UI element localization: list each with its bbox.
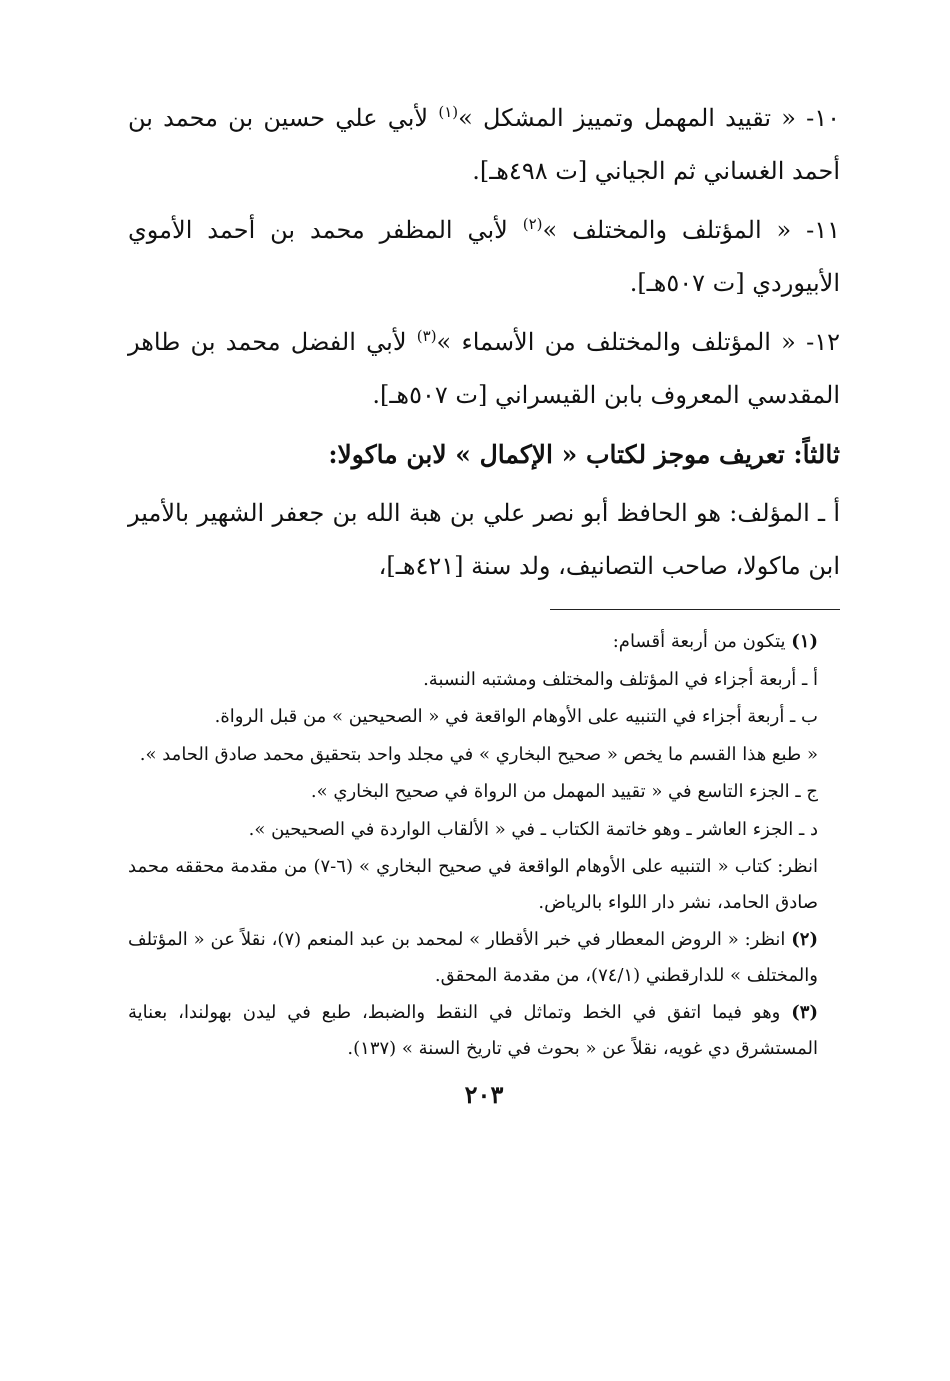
item-12-title: ١٢- « المؤتلف والمختلف من الأسماء »: [436, 328, 840, 356]
footnote-3: [128, 995, 840, 1066]
item-11-text: لأبي المظفر محمد بن أحمد الأموي الأبيوردي [ت ٥٠٧هـ].: [128, 216, 840, 297]
footnote-2-text: انظر: « الروض المعطار في خبر الأقطار » لمحمد بن عبد المنعم (٧)، نقلاً عن « المؤتلف والمختلف » للدارقطني (٧٤/١)، من مقدمة المحقق.: [128, 929, 818, 986]
page-number: ٢٠٣: [464, 1080, 504, 1109]
section-heading: ثالثاً: تعريف موجز لكتاب « الإكمال » لابن ماكولا:: [328, 440, 840, 469]
item-10-text: لأبي علي حسين بن محمد بن أحمد الغساني ثم الجياني [ت ٤٩٨هـ].: [128, 104, 840, 185]
list-item-11: [128, 204, 840, 310]
footnote-1-reference: انظر: كتاب « التنبيه على الأوهام الواقعة في صحيح البخاري » (٦-٧) من مقدمة محققه محمد صادق الحامد، نشر دار اللواء بالرياض.: [128, 856, 819, 913]
footnote-1-text: يتكون من أربعة أقسام:: [612, 631, 792, 652]
item-12-text: لأبي الفضل محمد بن طاهر المقدسي المعروف بابن القيسراني [ت ٥٠٧هـ].: [128, 328, 840, 409]
footnote-1-part-b-note: « طبع هذا القسم ما يخص « صحيح البخاري » في مجلد واحد بتحقيق محمد صادق الحامد ».: [139, 743, 818, 765]
footnote-3-number: (٣): [791, 1002, 818, 1023]
footnote-1-part-c: ج ـ الجزء التاسع في « تقييد المهمل من الرواة في صحيح البخاري ».: [310, 781, 818, 802]
footnote-1-part-a: أ ـ أربعة أجزاء في المؤتلف والمختلف ومشتبه النسبة.: [423, 668, 818, 690]
footnote-separator: [550, 609, 840, 610]
author-paragraph: أ ـ المؤلف: هو الحافظ أبو نصر علي بن هبة الله بن جعفر الشهير بالأمير ابن ماكولا، صاحب التصانيف، ولد سنة [٤٢١هـ]،: [128, 499, 840, 580]
footnote-1: [128, 624, 840, 660]
footnotes: [128, 624, 840, 1066]
footnote-ref-2: (٢): [522, 215, 543, 233]
footnote-ref-3: (٣): [416, 327, 437, 345]
main-text: [128, 92, 840, 593]
footnote-ref-1: (١): [438, 103, 459, 121]
footnote-1-part-b: ب ـ أربعة أجزاء في التنبيه على الأوهام الواقعة في « الصحيحين » من قبل الرواة.: [214, 706, 818, 727]
footnote-3-text: وهو فيما اتفق في الخط وتماثل في النقط والضبط، طبع في ليدن بهولندا، بعناية المستشرق دي غويه، نقلاً عن « بحوث في تاريخ السنة » (١٣٧).: [128, 1002, 818, 1059]
footnote-2: [128, 922, 840, 993]
footnote-2-number: (٢): [791, 929, 818, 950]
footnote-1-number: (١): [791, 631, 818, 652]
item-11-title: ١١- « المؤتلف والمختلف »: [542, 216, 840, 244]
footnote-1-part-d: د ـ الجزء العاشر ـ وهو خاتمة الكتاب ـ في « الألقاب الواردة في الصحيحين ».: [248, 818, 818, 840]
book-page: [128, 92, 840, 1109]
item-10-title: ١٠- « تقييد المهمل وتمييز المشكل »: [458, 104, 841, 132]
list-item-10: [128, 92, 840, 198]
list-item-12: [128, 316, 840, 422]
